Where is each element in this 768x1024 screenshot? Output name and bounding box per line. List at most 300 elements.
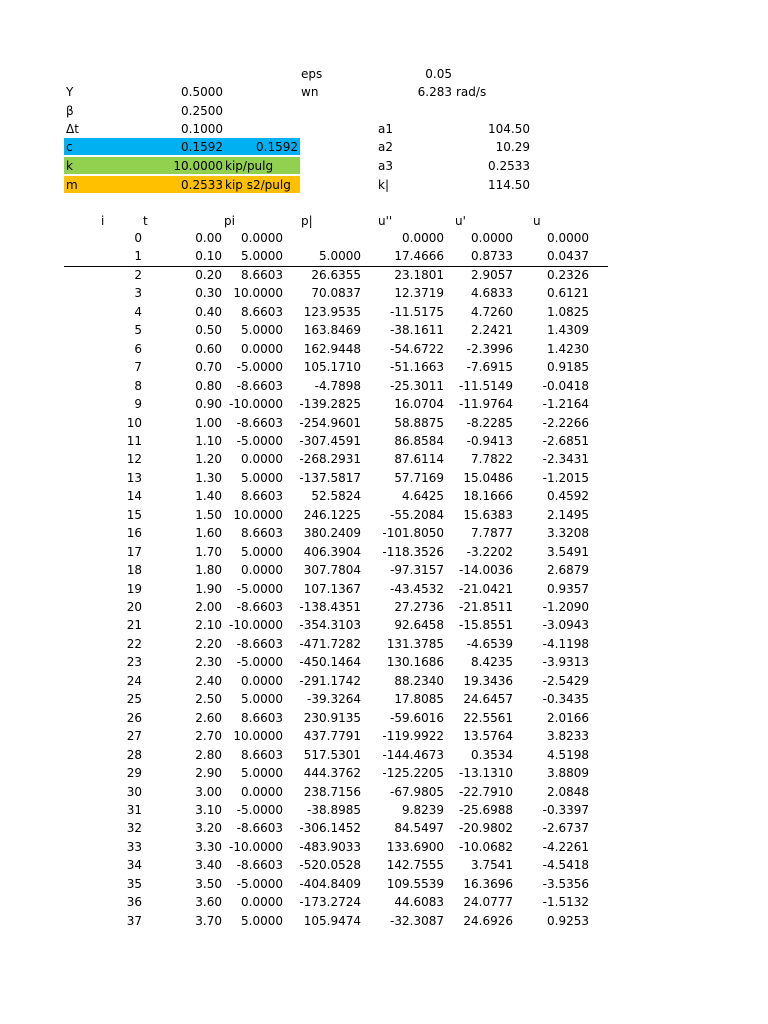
cell-u-vel: -21.8511 [459, 600, 513, 614]
cell-pi: -5.0000 [236, 803, 283, 817]
cell-p-hat: 105.9474 [303, 914, 361, 928]
cell-u-accel: 0.0000 [402, 231, 444, 245]
cell-p-hat: 162.9448 [303, 342, 361, 356]
cell-p-hat: 246.1225 [303, 508, 361, 522]
cell-i: 3 [134, 286, 142, 300]
cell-u-vel: 2.9057 [471, 268, 513, 282]
cell-u-accel: -51.1663 [390, 360, 444, 374]
cell-t: 3.60 [195, 895, 222, 909]
cell-u-disp: -4.2261 [542, 840, 589, 854]
cell-u-accel: 142.7555 [386, 858, 444, 872]
cell-i: 13 [126, 471, 142, 485]
cell-p-hat: 123.9535 [303, 305, 361, 319]
cell-p-hat: -404.8409 [299, 877, 361, 891]
cell-u-disp: 1.4230 [547, 342, 589, 356]
cell-pi: -8.6603 [236, 600, 283, 614]
cell-u-vel: -11.9764 [459, 397, 513, 411]
cell-p-hat: 517.5301 [303, 748, 361, 762]
cell-p-hat: 406.3904 [303, 545, 361, 559]
cell-u-disp: 4.5198 [547, 748, 589, 762]
cell-t: 1.50 [195, 508, 222, 522]
cell-u-accel: 57.7169 [394, 471, 444, 485]
cell-u-disp: -2.6851 [542, 434, 589, 448]
cell-t: 2.10 [195, 618, 222, 632]
cell-i: 11 [126, 434, 142, 448]
cell-i: 2 [134, 268, 142, 282]
cell-pi: 5.0000 [241, 692, 283, 706]
cell-t: 3.00 [195, 785, 222, 799]
cell-i: 9 [134, 397, 142, 411]
k-unit: kip/pulg [225, 159, 274, 173]
cell-i: 28 [126, 748, 142, 762]
cell-i: 7 [134, 360, 142, 374]
cell-u-vel: 0.0000 [471, 231, 513, 245]
cell-p-hat: -38.8985 [307, 803, 361, 817]
c-value: 0.1592 [181, 140, 223, 154]
cell-u-accel: -59.6016 [390, 711, 444, 725]
cell-u-accel: -125.2205 [382, 766, 444, 780]
cell-i: 32 [126, 821, 142, 835]
cell-u-disp: 3.8809 [547, 766, 589, 780]
cell-i: 36 [126, 895, 142, 909]
cell-u-vel: -7.6915 [466, 360, 513, 374]
cell-i: 12 [126, 452, 142, 466]
cell-pi: -5.0000 [236, 434, 283, 448]
cell-u-accel: -144.4673 [382, 748, 444, 762]
cell-u-disp: -4.1198 [542, 637, 589, 651]
cell-u-accel: 44.6083 [394, 895, 444, 909]
cell-u-vel: 24.6457 [463, 692, 513, 706]
cell-i: 37 [126, 914, 142, 928]
cell-i: 25 [126, 692, 142, 706]
cell-t: 2.00 [195, 600, 222, 614]
cell-p-hat: -254.9601 [299, 416, 361, 430]
cell-t: 1.20 [195, 452, 222, 466]
cell-u-accel: 88.2340 [394, 674, 444, 688]
cell-u-vel: -4.6539 [466, 637, 513, 651]
cell-i: 33 [126, 840, 142, 854]
cell-p-hat: 52.5824 [311, 489, 361, 503]
cell-u-accel: 131.3785 [386, 637, 444, 651]
cell-u-vel: -2.3996 [466, 342, 513, 356]
cell-i: 8 [134, 379, 142, 393]
cell-pi: 8.6603 [241, 526, 283, 540]
eps-label: eps [301, 67, 323, 81]
cell-pi: -8.6603 [236, 858, 283, 872]
cell-u-disp: -0.0418 [542, 379, 589, 393]
cell-u-accel: -67.9805 [390, 785, 444, 799]
cell-u-accel: -97.3157 [390, 563, 444, 577]
cell-t: 1.10 [195, 434, 222, 448]
header-p-hat: p| [301, 214, 313, 228]
wn-label: wn [301, 85, 319, 99]
cell-u-vel: 19.3436 [463, 674, 513, 688]
cell-u-disp: 2.1495 [547, 508, 589, 522]
cell-t: 1.80 [195, 563, 222, 577]
cell-i: 6 [134, 342, 142, 356]
cell-i: 29 [126, 766, 142, 780]
cell-p-hat: 107.1367 [303, 582, 361, 596]
cell-t: 1.60 [195, 526, 222, 540]
cell-u-accel: -32.3087 [390, 914, 444, 928]
cell-u-vel: 4.7260 [471, 305, 513, 319]
cell-u-disp: 0.2326 [547, 268, 589, 282]
cell-pi: 0.0000 [241, 231, 283, 245]
cell-u-vel: -10.0682 [459, 840, 513, 854]
cell-u-disp: -2.3431 [542, 452, 589, 466]
cell-t: 2.40 [195, 674, 222, 688]
cell-i: 31 [126, 803, 142, 817]
cell-u-accel: -54.6722 [390, 342, 444, 356]
cell-u-vel: 8.4235 [471, 655, 513, 669]
cell-t: 3.70 [195, 914, 222, 928]
cell-p-hat: 70.0837 [311, 286, 361, 300]
a1-label: a1 [378, 122, 393, 136]
header-u-vel: u' [455, 214, 466, 228]
cell-t: 0.60 [195, 342, 222, 356]
cell-u-accel: -119.9922 [382, 729, 444, 743]
cell-u-disp: -2.6737 [542, 821, 589, 835]
cell-t: 3.10 [195, 803, 222, 817]
cell-u-disp: 0.0000 [547, 231, 589, 245]
cell-i: 23 [126, 655, 142, 669]
cell-p-hat: -268.2931 [299, 452, 361, 466]
cell-t: 0.20 [195, 268, 222, 282]
cell-u-vel: 15.0486 [463, 471, 513, 485]
cell-pi: -8.6603 [236, 416, 283, 430]
cell-pi: 5.0000 [241, 249, 283, 263]
cell-u-disp: 2.6879 [547, 563, 589, 577]
header-t: t [143, 214, 148, 228]
cell-u-vel: 16.3696 [463, 877, 513, 891]
cell-pi: -8.6603 [236, 379, 283, 393]
cell-u-vel: 3.7541 [471, 858, 513, 872]
khat-value: 114.50 [488, 178, 530, 192]
cell-u-accel: -25.3011 [390, 379, 444, 393]
cell-p-hat: 5.0000 [319, 249, 361, 263]
cell-u-accel: -118.3526 [382, 545, 444, 559]
cell-u-vel: -20.9802 [459, 821, 513, 835]
cell-u-disp: 1.0825 [547, 305, 589, 319]
cell-u-vel: 24.0777 [463, 895, 513, 909]
cell-p-hat: -4.7898 [314, 379, 361, 393]
cell-p-hat: -354.3103 [299, 618, 361, 632]
cell-p-hat: -137.5817 [299, 471, 361, 485]
cell-t: 1.00 [195, 416, 222, 430]
cell-i: 30 [126, 785, 142, 799]
cell-pi: 5.0000 [241, 766, 283, 780]
cell-i: 18 [126, 563, 142, 577]
k-value: 10.0000 [173, 159, 223, 173]
header-i: i [101, 214, 105, 228]
cell-pi: 5.0000 [241, 471, 283, 485]
cell-pi: 8.6603 [241, 489, 283, 503]
a2-label: a2 [378, 140, 393, 154]
cell-u-accel: -43.4532 [390, 582, 444, 596]
cell-pi: -8.6603 [236, 821, 283, 835]
cell-u-vel: 7.7877 [471, 526, 513, 540]
cell-i: 35 [126, 877, 142, 891]
a3-label: a3 [378, 159, 393, 173]
cell-t: 0.50 [195, 323, 222, 337]
cell-pi: 5.0000 [241, 545, 283, 559]
cell-u-vel: 18.1666 [463, 489, 513, 503]
cell-t: 3.50 [195, 877, 222, 891]
cell-u-disp: -4.5418 [542, 858, 589, 872]
cell-pi: 10.0000 [233, 508, 283, 522]
wn-value: 6.283 [417, 85, 452, 99]
cell-p-hat: -483.9033 [299, 840, 361, 854]
cell-t: 2.90 [195, 766, 222, 780]
cell-p-hat: 163.8469 [303, 323, 361, 337]
cell-pi: 8.6603 [241, 268, 283, 282]
cell-u-vel: -13.1310 [459, 766, 513, 780]
cell-pi: -5.0000 [236, 655, 283, 669]
cell-p-hat: -39.3264 [307, 692, 361, 706]
cell-u-vel: 22.5561 [463, 711, 513, 725]
cell-p-hat: -138.4351 [299, 600, 361, 614]
cell-i: 20 [126, 600, 142, 614]
cell-u-vel: 24.6926 [463, 914, 513, 928]
m-value: 0.2533 [181, 178, 223, 192]
cell-u-accel: 12.3719 [394, 286, 444, 300]
cell-u-vel: 13.5764 [463, 729, 513, 743]
cell-u-accel: 133.6900 [386, 840, 444, 854]
cell-u-disp: -0.3397 [542, 803, 589, 817]
cell-t: 1.30 [195, 471, 222, 485]
cell-t: 2.60 [195, 711, 222, 725]
cell-pi: -5.0000 [236, 877, 283, 891]
cell-u-vel: 0.3534 [471, 748, 513, 762]
cell-pi: 8.6603 [241, 711, 283, 725]
cell-t: 3.20 [195, 821, 222, 835]
cell-u-vel: -8.2285 [466, 416, 513, 430]
cell-pi: -8.6603 [236, 637, 283, 651]
cell-u-disp: 1.4309 [547, 323, 589, 337]
cell-u-accel: 109.5539 [386, 877, 444, 891]
cell-i: 4 [134, 305, 142, 319]
cell-t: 0.80 [195, 379, 222, 393]
cell-t: 0.30 [195, 286, 222, 300]
header-pi: pi [224, 214, 235, 228]
cell-i: 15 [126, 508, 142, 522]
cell-u-vel: -3.2202 [466, 545, 513, 559]
cell-i: 16 [126, 526, 142, 540]
cell-t: 1.90 [195, 582, 222, 596]
cell-t: 2.80 [195, 748, 222, 762]
cell-u-accel: 86.8584 [394, 434, 444, 448]
cell-u-vel: 15.6383 [463, 508, 513, 522]
cell-u-vel: -21.0421 [459, 582, 513, 596]
cell-u-accel: 23.1801 [394, 268, 444, 282]
cell-pi: 0.0000 [241, 785, 283, 799]
cell-u-accel: 17.8085 [394, 692, 444, 706]
cell-pi: 0.0000 [241, 563, 283, 577]
cell-u-accel: 9.8239 [402, 803, 444, 817]
cell-t: 3.30 [195, 840, 222, 854]
cell-i: 21 [126, 618, 142, 632]
cell-pi: 5.0000 [241, 914, 283, 928]
dt-value: 0.1000 [181, 122, 223, 136]
cell-t: 2.20 [195, 637, 222, 651]
cell-u-disp: 0.6121 [547, 286, 589, 300]
cell-u-disp: -2.2266 [542, 416, 589, 430]
cell-i: 24 [126, 674, 142, 688]
cell-u-vel: 0.8733 [471, 249, 513, 263]
cell-i: 5 [134, 323, 142, 337]
cell-t: 2.70 [195, 729, 222, 743]
cell-u-vel: -11.5149 [459, 379, 513, 393]
cell-pi: -10.0000 [229, 397, 283, 411]
cell-p-hat: -173.2724 [299, 895, 361, 909]
cell-t: 2.50 [195, 692, 222, 706]
a2-value: 10.29 [495, 140, 530, 154]
cell-u-vel: -0.9413 [466, 434, 513, 448]
cell-pi: 0.0000 [241, 895, 283, 909]
cell-u-accel: 17.4666 [394, 249, 444, 263]
cell-pi: -5.0000 [236, 582, 283, 596]
cell-p-hat: 105.1710 [303, 360, 361, 374]
cell-pi: 10.0000 [233, 286, 283, 300]
cell-p-hat: -471.7282 [299, 637, 361, 651]
cell-u-disp: -1.2090 [542, 600, 589, 614]
cell-p-hat: -139.2825 [299, 397, 361, 411]
k-label: k [66, 159, 73, 173]
gamma-value: 0.5000 [181, 85, 223, 99]
khat-label: k| [378, 178, 389, 192]
cell-u-disp: 0.9253 [547, 914, 589, 928]
cell-u-vel: -14.0036 [459, 563, 513, 577]
cell-u-vel: -25.6988 [459, 803, 513, 817]
a3-value: 0.2533 [488, 159, 530, 173]
cell-pi: -10.0000 [229, 840, 283, 854]
cell-u-accel: 4.6425 [402, 489, 444, 503]
cell-u-disp: 0.0437 [547, 249, 589, 263]
cell-i: 27 [126, 729, 142, 743]
cell-u-disp: 3.3208 [547, 526, 589, 540]
cell-pi: -10.0000 [229, 618, 283, 632]
cell-u-accel: -55.2084 [390, 508, 444, 522]
cell-u-accel: -101.8050 [382, 526, 444, 540]
cell-i: 17 [126, 545, 142, 559]
cell-i: 26 [126, 711, 142, 725]
cell-u-disp: -3.0943 [542, 618, 589, 632]
header-u-disp: u [533, 214, 541, 228]
c-value-2: 0.1592 [256, 140, 298, 154]
beta-value: 0.2500 [181, 104, 223, 118]
cell-i: 0 [134, 231, 142, 245]
cell-i: 19 [126, 582, 142, 596]
cell-p-hat: 437.7791 [303, 729, 361, 743]
cell-u-accel: 130.1686 [386, 655, 444, 669]
cell-pi: 8.6603 [241, 305, 283, 319]
cell-u-disp: 0.4592 [547, 489, 589, 503]
cell-p-hat: 380.2409 [303, 526, 361, 540]
c-label: c [66, 140, 73, 154]
a1-value: 104.50 [488, 122, 530, 136]
wn-unit: rad/s [456, 85, 487, 99]
cell-u-disp: 3.8233 [547, 729, 589, 743]
cell-u-accel: -11.5175 [390, 305, 444, 319]
cell-pi: 0.0000 [241, 452, 283, 466]
cell-u-accel: -38.1611 [390, 323, 444, 337]
cell-u-disp: -0.3435 [542, 692, 589, 706]
cell-t: 0.40 [195, 305, 222, 319]
cell-i: 22 [126, 637, 142, 651]
cell-i: 1 [134, 249, 142, 263]
m-unit: kip s2/pulg [225, 178, 291, 192]
cell-p-hat: -306.1452 [299, 821, 361, 835]
cell-u-disp: -2.5429 [542, 674, 589, 688]
cell-u-disp: 2.0166 [547, 711, 589, 725]
cell-u-disp: -1.2015 [542, 471, 589, 485]
cell-u-disp: -1.2164 [542, 397, 589, 411]
cell-t: 0.70 [195, 360, 222, 374]
cell-u-vel: 7.7822 [471, 452, 513, 466]
cell-p-hat: 444.3762 [303, 766, 361, 780]
cell-p-hat: -307.4591 [299, 434, 361, 448]
cell-i: 14 [126, 489, 142, 503]
cell-t: 0.00 [195, 231, 222, 245]
cell-p-hat: -450.1464 [299, 655, 361, 669]
cell-u-vel: -15.8551 [459, 618, 513, 632]
cell-i: 34 [126, 858, 142, 872]
cell-u-disp: 0.9357 [547, 582, 589, 596]
cell-pi: 8.6603 [241, 748, 283, 762]
cell-u-vel: 2.2421 [471, 323, 513, 337]
cell-u-accel: 87.6114 [394, 452, 444, 466]
dt-label: Δt [66, 122, 79, 136]
header-u-accel: u'' [378, 214, 393, 228]
cell-u-vel: 4.6833 [471, 286, 513, 300]
cell-pi: 5.0000 [241, 323, 283, 337]
cell-p-hat: 238.7156 [303, 785, 361, 799]
cell-u-disp: 2.0848 [547, 785, 589, 799]
cell-u-disp: -3.9313 [542, 655, 589, 669]
m-label: m [66, 178, 78, 192]
eps-value: 0.05 [425, 67, 452, 81]
cell-u-disp: 0.9185 [547, 360, 589, 374]
cell-t: 3.40 [195, 858, 222, 872]
cell-i: 10 [126, 416, 142, 430]
cell-u-accel: 92.6458 [394, 618, 444, 632]
cell-p-hat: 230.9135 [303, 711, 361, 725]
cell-pi: 0.0000 [241, 342, 283, 356]
cell-t: 1.40 [195, 489, 222, 503]
cell-pi: 0.0000 [241, 674, 283, 688]
cell-t: 0.90 [195, 397, 222, 411]
cell-p-hat: 307.7804 [303, 563, 361, 577]
cell-u-disp: -1.5132 [542, 895, 589, 909]
cell-t: 1.70 [195, 545, 222, 559]
cell-p-hat: -291.1742 [299, 674, 361, 688]
cell-t: 2.30 [195, 655, 222, 669]
cell-u-accel: 27.2736 [394, 600, 444, 614]
cell-t: 0.10 [195, 249, 222, 263]
cell-u-disp: -3.5356 [542, 877, 589, 891]
cell-u-accel: 58.8875 [394, 416, 444, 430]
cell-u-vel: -22.7910 [459, 785, 513, 799]
cell-p-hat: -520.0528 [299, 858, 361, 872]
cell-pi: -5.0000 [236, 360, 283, 374]
cell-pi: 10.0000 [233, 729, 283, 743]
cell-u-accel: 84.5497 [394, 821, 444, 835]
cell-u-disp: 3.5491 [547, 545, 589, 559]
cell-u-accel: 16.0704 [394, 397, 444, 411]
gamma-label: Y [66, 85, 74, 99]
cell-p-hat: 26.6355 [311, 268, 361, 282]
beta-label: β [66, 104, 74, 118]
